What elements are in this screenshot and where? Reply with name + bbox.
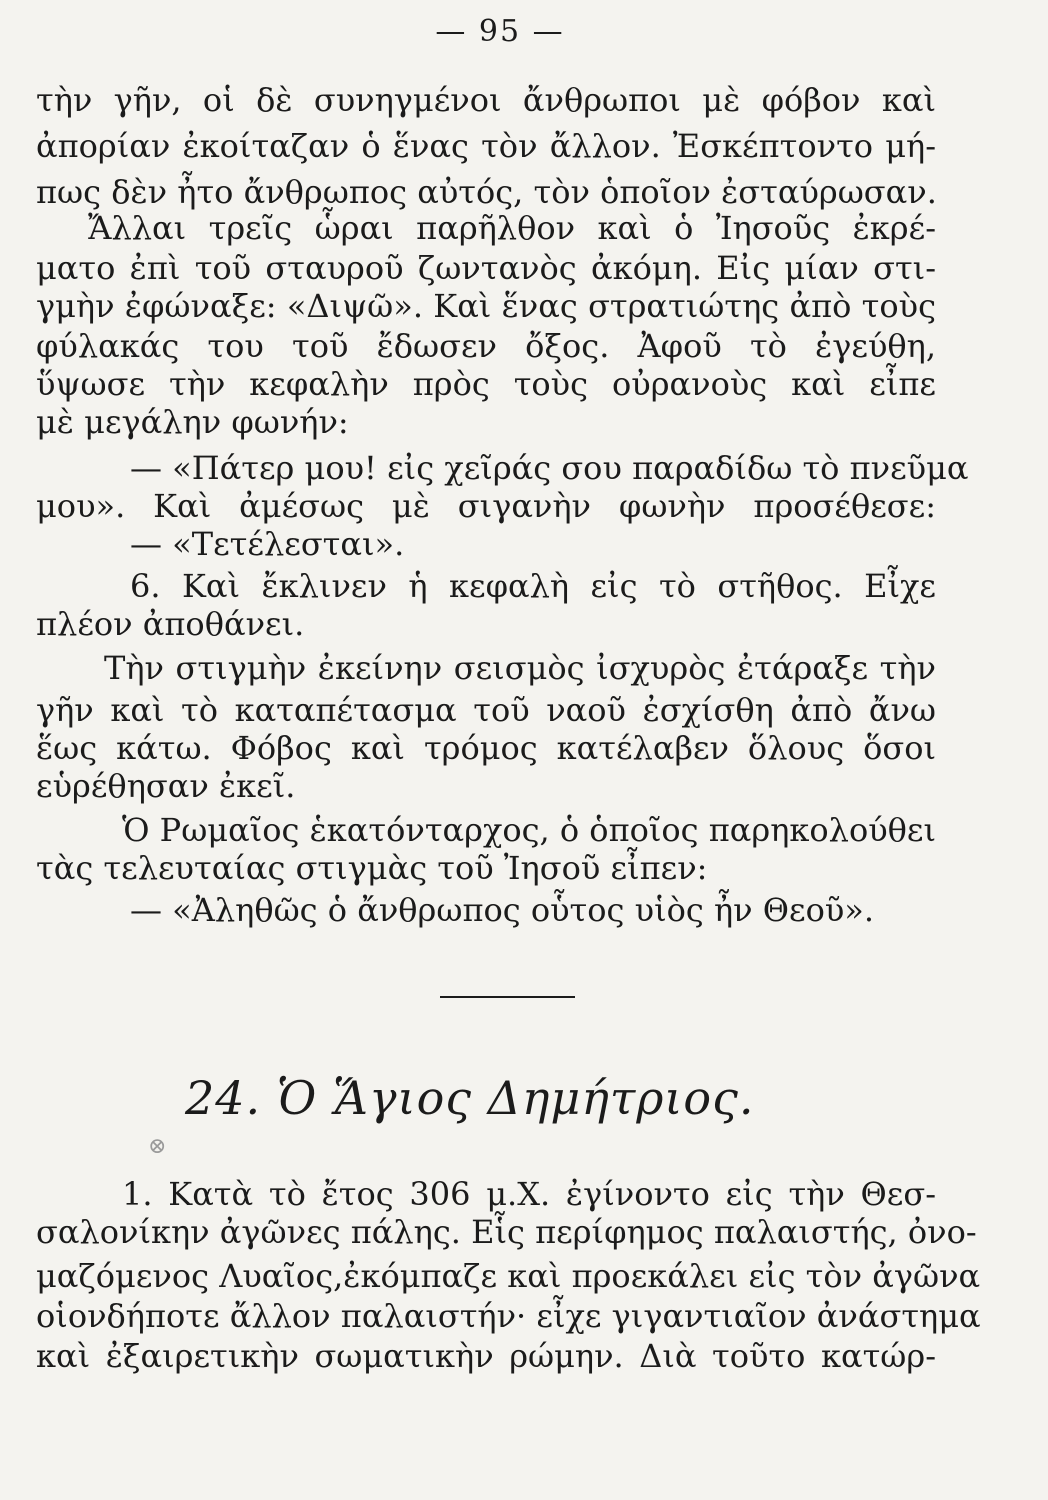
text-line: τὴν γῆν, οἱ δὲ συνηγμένοι ἄνθρωποι μὲ φόβον καὶ [36,81,936,119]
text-line: 6. Καὶ ἔκλινεν ἡ κεφαλὴ εἰς τὸ στῆθος. Εἶχε [130,567,936,605]
text-line: εὑρέθησαν ἐκεῖ. [36,767,296,805]
text-line: — «Ἀληθῶς ὁ ἄνθρωπος οὗτος υἱὸς ἦν Θεοῦ». [130,891,875,929]
text-line: — «Τετέλεσται». [130,525,405,563]
text-line: — «Πάτερ μου! εἰς χεῖράς σου παραδίδω τὸ πνεῦμα [130,449,969,487]
text-line: γμὴν ἐφώναξε: «Διψῶ». Καὶ ἕνας στρατιώτης ἀπὸ τοὺς [36,287,936,325]
text-line: μὲ μεγάλην φωνήν: [36,403,349,441]
text-line: πως δὲν ἦτο ἄνθρωπος αὐτός, τὸν ὁποῖον ἐσταύρωσαν. [36,173,937,211]
text-line: μαζόμενος Λυαῖος,ἐκόμπαζε καὶ προεκάλει εἰς τὸν ἀγῶνα [36,1257,981,1295]
text-line: πλέον ἀποθάνει. [36,605,305,643]
text-line: φύλακάς του τοῦ ἔδωσεν ὄξος. Ἀφοῦ τὸ ἐγεύθη, [36,327,936,365]
text-line: οἱονδήποτε ἄλλον παλαιστήν· εἶχε γιγαντιαῖον ἀνάστημα [36,1297,981,1335]
text-line: Ὁ Ρωμαῖος ἑκατόνταρχος, ὁ ὁποῖος παρηκολούθει [122,811,937,849]
text-line: μου». Καὶ ἀμέσως μὲ σιγανὴν φωνὴν προσέθεσε: [36,487,936,525]
page-number: — 95 — [435,14,565,49]
text-line: τὰς τελευταίας στιγμὰς τοῦ Ἰησοῦ εἶπεν: [36,849,708,887]
text-line: σαλονίκην ἀγῶνες πάλης. Εἷς περίφημος παλαιστής, ὀνο- [36,1213,977,1251]
text-line: Ἄλλαι τρεῖς ὧραι παρῆλθον καὶ ὁ Ἰησοῦς ἐκρέ- [88,209,936,247]
stamp-mark-icon: ⊗ [148,1134,167,1159]
text-line: Τὴν στιγμὴν ἐκείνην σεισμὸς ἰσχυρὸς ἐτάραξε τὴν [104,649,936,687]
text-line: καὶ ἐξαιρετικὴν σωματικὴν ρώμην. Διὰ τοῦτο κατώρ- [36,1337,936,1375]
text-line: 1. Κατὰ τὸ ἔτος 306 μ.Χ. ἐγίνοντο εἰς τὴν Θεσ- [122,1175,936,1213]
section-divider [440,996,575,998]
section-title: 24. Ὁ Ἅγιος Δημήτριος. [185,1071,755,1125]
text-line: ἕως κάτω. Φόβος καὶ τρόμος κατέλαβεν ὅλους ὅσοι [36,729,936,767]
text-line: ὕψωσε τὴν κεφαλὴν πρὸς τοὺς οὐρανοὺς καὶ εἶπε [36,365,936,403]
text-line: γῆν καὶ τὸ καταπέτασμα τοῦ ναοῦ ἐσχίσθη ἀπὸ ἄνω [36,691,936,729]
text-line: ματο ἐπὶ τοῦ σταυροῦ ζωντανὸς ἀκόμη. Εἰς μίαν στι- [36,249,936,287]
text-line: ἀπορίαν ἐκοίταζαν ὁ ἕνας τὸν ἄλλον. Ἐσκέπτοντο μή- [36,127,936,165]
